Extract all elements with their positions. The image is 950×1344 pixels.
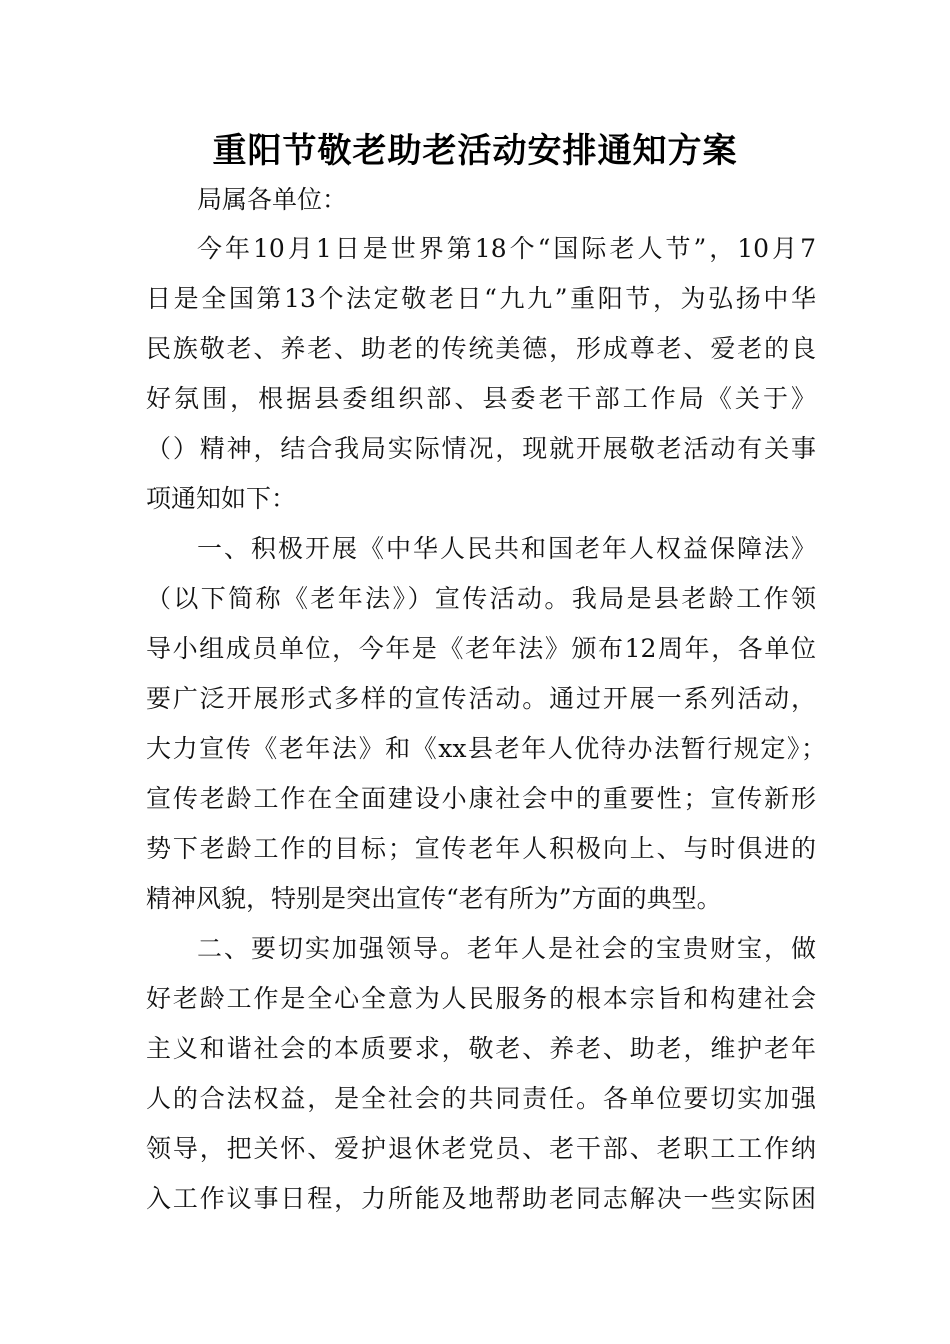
paragraph-line: 要广泛开展形式多样的宣传活动。通过开展一系列活动， — [146, 684, 816, 713]
paragraph-line: （）精神，结合我局实际情况，现就开展敬老活动有关事 — [146, 434, 816, 463]
paragraph-line: 日是全国第13个法定敬老日“九九”重阳节，为弘扬中华 — [146, 284, 816, 313]
paragraph-line: 人的合法权益，是全社会的共同责任。各单位要切实加强 — [146, 1084, 816, 1113]
paragraph-line: 主义和谐社会的本质要求，敬老、养老、助老，维护老年 — [146, 1034, 816, 1063]
paragraph-line: 精神风貌，特别是突出宣传“老有所为”方面的典型。 — [146, 884, 722, 913]
paragraph-line: 好老龄工作是全心全意为人民服务的根本宗旨和构建社会 — [146, 984, 816, 1013]
paragraph-line: 民族敬老、养老、助老的传统美德，形成尊老、爱老的良 — [146, 334, 816, 363]
paragraph-line: 二、要切实加强领导。老年人是社会的宝贵财宝，做 — [197, 934, 816, 963]
paragraph-line: 导小组成员单位，今年是《老年法》颁布12周年，各单位 — [146, 634, 816, 663]
paragraph-line: 好氛围，根据县委组织部、县委老干部工作局《关于》 — [146, 384, 816, 413]
paragraph-line: （以下简称《老年法》）宣传活动。我局是县老龄工作领 — [146, 584, 816, 613]
salutation: 局属各单位： — [197, 185, 348, 214]
paragraph-line: 势下老龄工作的目标；宣传老年人积极向上、与时俱进的 — [146, 834, 816, 863]
paragraph-line: 大力宣传《老年法》和《xx县老年人优待办法暂行规定》； — [146, 734, 826, 763]
paragraph-line: 领导，把关怀、爱护退休老党员、老干部、老职工工作纳 — [146, 1134, 816, 1163]
paragraph-line: 宣传老龄工作在全面建设小康社会中的重要性；宣传新形 — [146, 784, 816, 813]
document-title: 重阳节敬老助老活动安排通知方案 — [212, 131, 738, 171]
paragraph-line: 项通知如下： — [146, 484, 297, 513]
paragraph-line: 一、积极开展《中华人民共和国老年人权益保障法》 — [197, 534, 816, 563]
paragraph-line: 今年10月1日是世界第18个“国际老人节”，10月7 — [197, 234, 816, 263]
paragraph-line: 入工作议事日程，力所能及地帮助老同志解决一些实际困 — [146, 1184, 816, 1213]
